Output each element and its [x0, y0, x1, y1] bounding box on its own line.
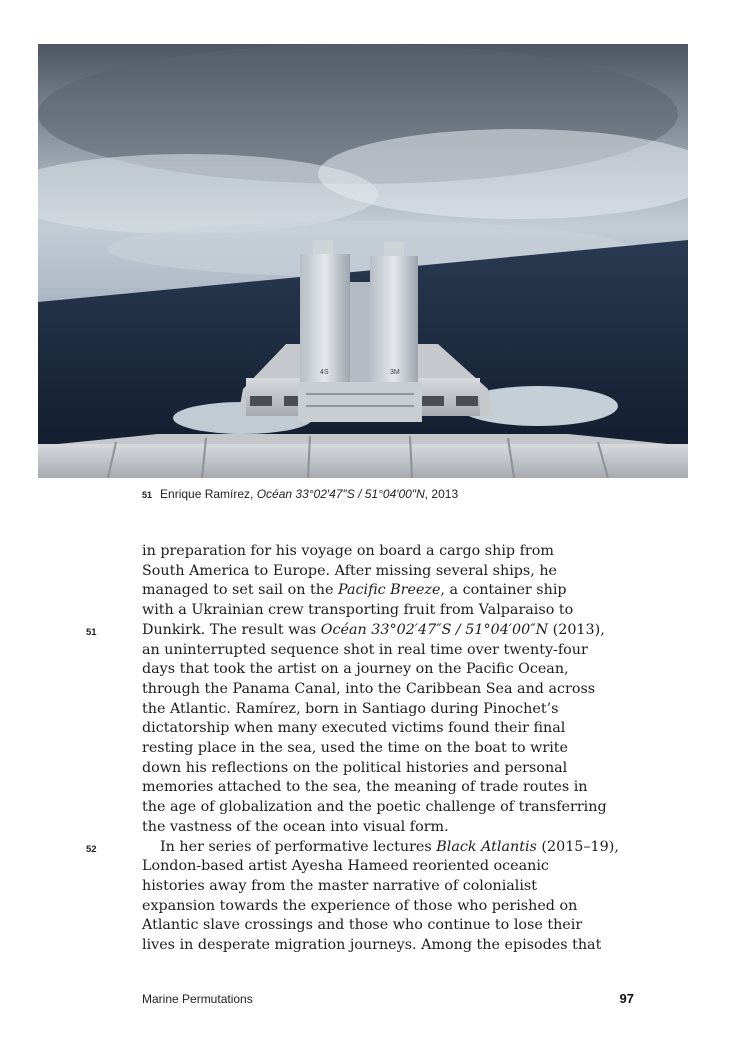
text-line: histories away from the master narrative of colonialist	[142, 877, 538, 894]
text-line: down his reflections on the political histories and personal	[142, 759, 568, 776]
running-footer-title: Marine Permutations	[142, 992, 253, 1006]
page-number: 97	[619, 991, 634, 1006]
figure-photo-ship-at-sea	[38, 44, 688, 478]
text-line: through the Panama Canal, into the Caribbean Sea and across	[142, 680, 596, 697]
italic-title-ocean: Océan 33°02′47″S / 51°04′00″N	[320, 621, 549, 638]
text-line: London-based artist Ayesha Hameed reoriented oceanic	[142, 858, 549, 875]
caption-work-title: Océan 33°02′47″S / 51°04′00″N	[256, 487, 425, 501]
text-line: Dunkirk. The result was Océan 33°02′47″S / 51°04′00″N (2013),	[142, 621, 605, 638]
text-line: the Atlantic. Ramírez, born in Santiago during Pinochet’s	[142, 700, 559, 717]
text-line: the age of globalization and the poetic challenge of transferring	[142, 799, 607, 816]
body-paragraphs	[142, 542, 642, 956]
text-line: expansion towards the experience of those who perished on	[142, 897, 578, 914]
text-line: with a Ukrainian crew transporting fruit from Valparaiso to	[142, 602, 574, 619]
text-line: the vastness of the ocean into visual form.	[142, 818, 449, 835]
text-line: dictatorship when many executed victims found their final	[142, 720, 566, 737]
tower-label-left: 4S	[320, 369, 329, 376]
text-line: In her series of performative lectures Black Atlantis (2015–19),	[160, 838, 619, 855]
text-line: managed to set sail on the Pacific Breeze, a container ship	[142, 582, 567, 599]
margin-figure-ref-51: 51	[86, 627, 97, 638]
italic-title-pacific-breeze: Pacific Breeze	[337, 582, 441, 599]
text-line: memories attached to the sea, the meaning of trade routes in	[142, 779, 588, 796]
text-line: resting place in the sea, used the time on the boat to write	[142, 740, 568, 757]
text-line: South America to Europe. After missing several ships, he	[142, 562, 558, 579]
text-line: in preparation for his voyage on board a cargo ship from	[142, 543, 554, 559]
italic-title-black-atlantis: Black Atlantis	[436, 838, 537, 855]
margin-figure-ref-52: 52	[86, 844, 97, 855]
caption-year: , 2013	[424, 487, 459, 501]
tower-label-right: 3M	[390, 369, 400, 376]
text-line: an uninterrupted sequence shot in real time over twenty-four	[142, 641, 588, 658]
figure-number: 51	[142, 490, 153, 500]
text-line: Atlantic slave crossings and those who continue to lose their	[142, 917, 583, 934]
text-line: lives in desperate migration journeys. Among the episodes that	[142, 937, 602, 954]
ship-deck-ocean-illustration	[38, 44, 688, 478]
caption-artist: Enrique Ramírez,	[160, 487, 257, 501]
text-line: days that took the artist on a journey on the Pacific Ocean,	[142, 661, 569, 678]
figure-caption	[142, 487, 458, 501]
